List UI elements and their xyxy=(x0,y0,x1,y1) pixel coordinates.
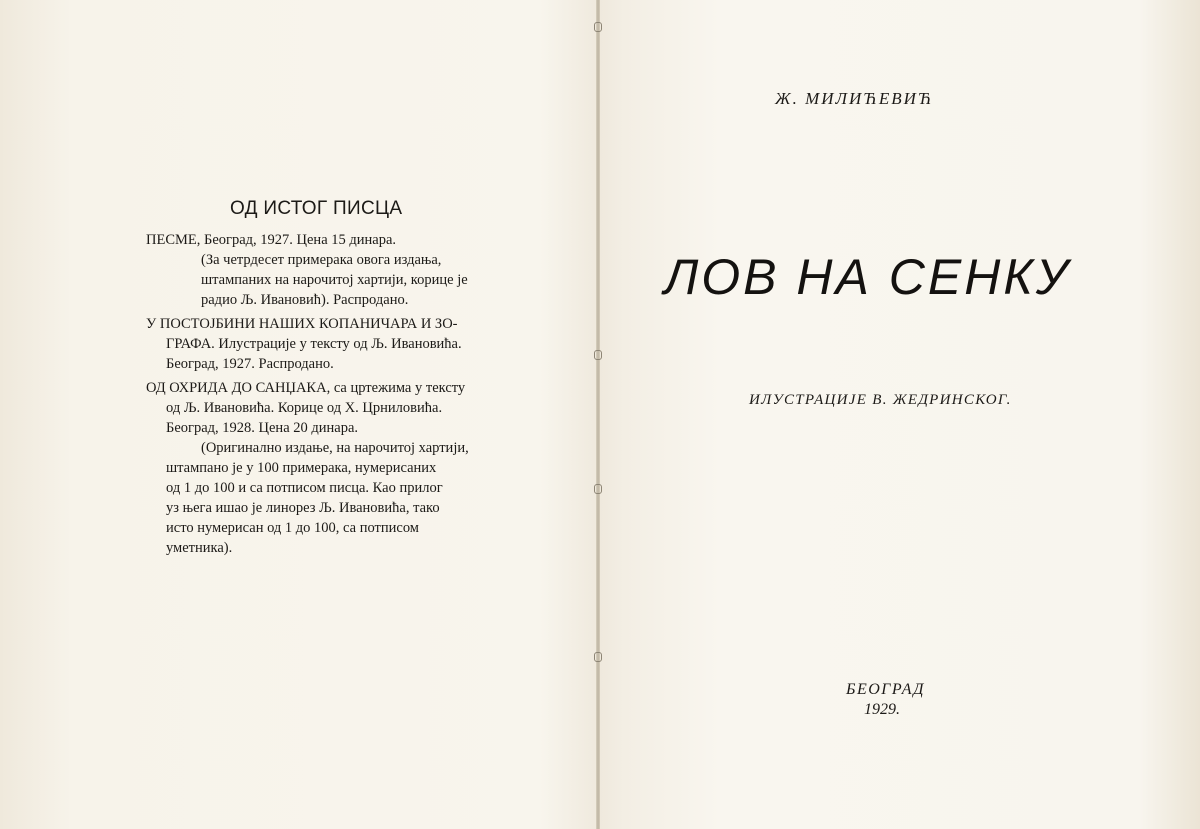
illustrations-credit: ИЛУСТРАЦИЈЕ В. ЖЕДРИНСКОГ. xyxy=(749,392,1012,408)
bibliography-entry-1 xyxy=(146,230,506,310)
entry-line: У ПОСТОЈБИНИ НАШИХ КОПАНИЧАРА И ЗО- xyxy=(146,316,458,332)
publication-city: БЕОГРАД xyxy=(846,681,925,698)
left-page xyxy=(0,0,598,829)
entry-line: ОД ОХРИДА ДО САНЏАКА, са цртежима у тексту xyxy=(146,380,466,396)
entry-line: од 1 до 100 и са потписом писца. Као прилог xyxy=(166,480,443,496)
entry-line: Београд, 1927. Распродано. xyxy=(166,356,334,372)
author-name: Ж. МИЛИЋЕВИЋ xyxy=(775,89,934,108)
entry-line: штампано је у 100 примерака, нумерисаних xyxy=(166,460,437,476)
other-works-heading: ОД ИСТОГ ПИСЦА xyxy=(230,198,403,219)
entry-line: радио Љ. Ивановић). Распродано. xyxy=(201,292,409,308)
publication-year: 1929. xyxy=(864,701,900,718)
bibliography-entry-3 xyxy=(146,378,506,558)
entry-line: (За четрдесет примерака овога издања, xyxy=(201,252,442,268)
entry-line: Београд, 1928. Цена 20 динара. xyxy=(166,420,359,436)
entry-line: уз њега ишао је линорез Љ. Ивановића, тако xyxy=(166,500,440,516)
entry-line: уметника). xyxy=(166,540,233,556)
entry-line: ГРАФА. Илустрације у тексту од Љ. Ивановића. xyxy=(166,336,462,352)
entry-line: (Оригинално издање, на нарочитој хартији, xyxy=(201,440,469,456)
entry-line: од Љ. Ивановића. Корице од Х. Црниловића. xyxy=(166,400,443,416)
entry-line: ПЕСМЕ, Београд, 1927. Цена 15 динара. xyxy=(146,232,397,248)
entry-line: штампаних на нарочитој хартији, корице је xyxy=(201,272,468,288)
book-title: ЛОВ НА СЕНКУ xyxy=(664,249,1071,305)
entry-line: исто нумерисан од 1 до 100, са потписом xyxy=(166,520,419,536)
bibliography-entry-2 xyxy=(146,314,506,374)
